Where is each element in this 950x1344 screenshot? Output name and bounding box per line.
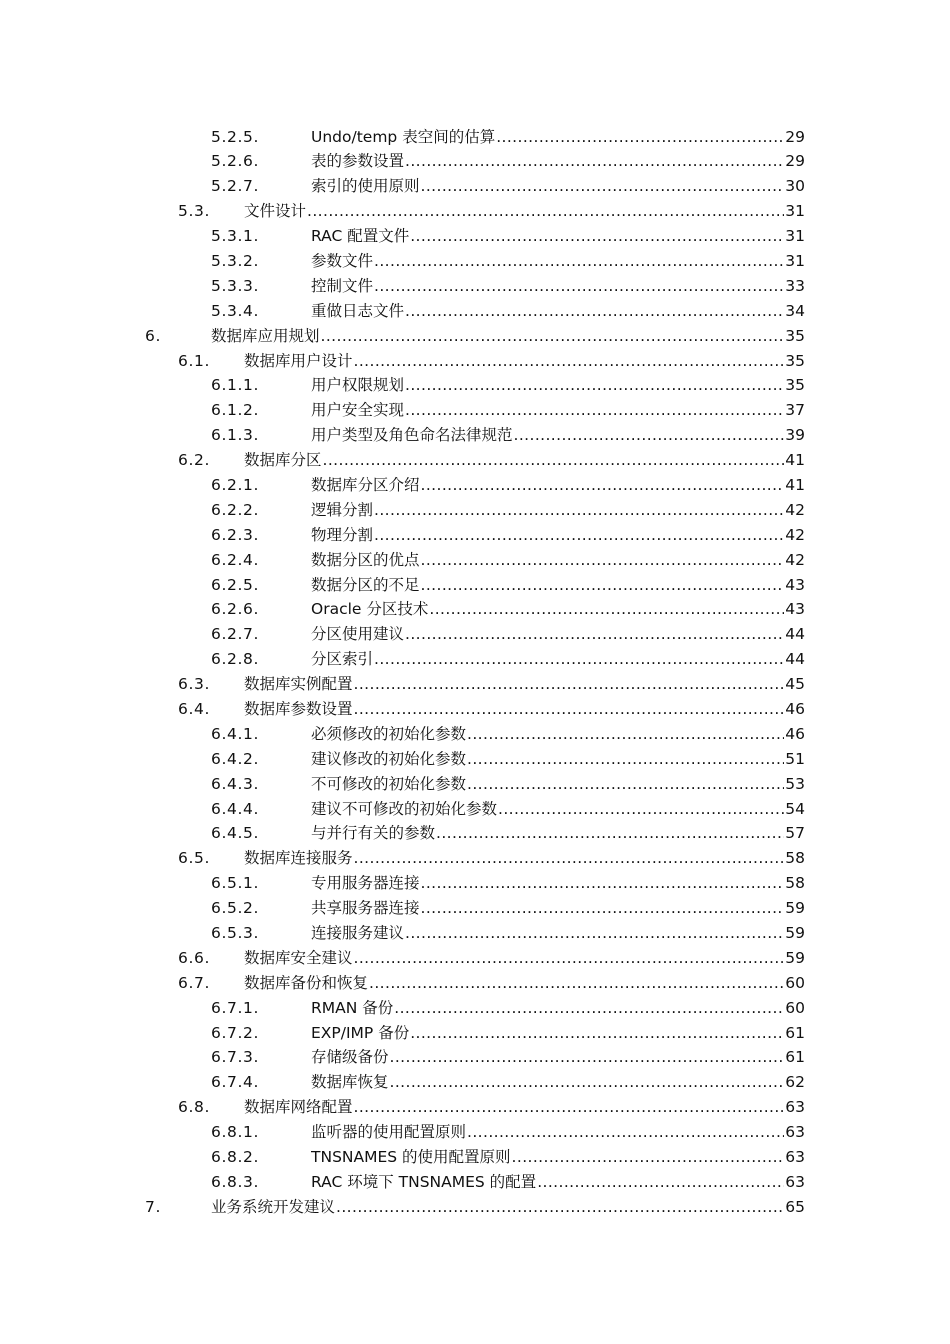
toc-entry-number: 6.4.5. [211,824,259,843]
toc-entry-title-line [311,274,805,299]
toc-entry-number: 5.3. [178,202,210,221]
toc-entry-page-number: 63 [784,1145,805,1170]
toc-dot-leader [496,125,805,150]
toc-dot-leader [307,199,805,224]
toc-dot-leader [354,946,805,971]
toc-entry-page-number: 42 [784,498,805,523]
toc-entry-page-number: 43 [784,573,805,598]
toc-entry[interactable] [0,448,950,473]
toc-entry-title[interactable]: Undo/temp 表空间的估算 [311,125,496,150]
toc-entry-title-line [311,1021,805,1046]
toc-entry-number: 5.3.1. [211,227,259,246]
toc-dot-leader [323,448,805,473]
toc-entry-title[interactable]: 数据库参数设置 [244,697,354,722]
toc-entry-number: 6.4.2. [211,749,259,768]
toc-entry-page-number: 44 [784,622,805,647]
toc-entry-title-line [311,722,805,747]
toc-entry-number: 6.5.1. [211,874,259,893]
toc-entry-page-number: 65 [784,1195,805,1220]
toc-entry-title-line [311,523,805,548]
toc-entry-title-line [311,498,805,523]
toc-entry-number: 6.8.3. [211,1172,259,1191]
toc-entry-page-number: 34 [784,299,805,324]
toc-entry-number: 6.7.3. [211,1048,259,1067]
toc-entry[interactable] [0,772,950,797]
toc-entry-page-number: 62 [784,1070,805,1095]
toc-entry-page-number: 42 [784,548,805,573]
table-of-contents [0,125,950,1220]
toc-entry-number: 6.8.2. [211,1148,259,1167]
toc-entry-page-number: 39 [784,423,805,448]
toc-entry[interactable] [0,423,950,448]
toc-entry-title[interactable]: 索引的使用原则 [311,174,421,199]
toc-entry[interactable] [0,1195,950,1220]
toc-entry[interactable] [0,125,950,150]
toc-entry[interactable] [0,971,950,996]
toc-entry-title[interactable]: 建议不可修改的初始化参数 [311,797,498,822]
toc-entry-title-line [244,672,805,697]
toc-entry[interactable] [0,1170,950,1195]
toc-entry-page-number: 60 [784,996,805,1021]
toc-entry-title-line [211,1195,805,1220]
toc-entry-page-number: 53 [784,772,805,797]
toc-entry-title-line [311,747,805,772]
toc-entry[interactable] [0,597,950,622]
toc-entry-page-number: 37 [784,398,805,423]
toc-entry-number: 5.3.3. [211,276,259,295]
toc-entry-number: 5.2.5. [211,127,259,146]
toc-entry[interactable] [0,498,950,523]
toc-entry-page-number: 45 [784,672,805,697]
toc-entry-page-number: 35 [784,373,805,398]
toc-entry-title[interactable]: 数据分区的不足 [311,573,421,598]
toc-entry-page-number: 58 [784,846,805,871]
toc-entry-title[interactable]: 数据库安全建议 [244,946,354,971]
toc-entry-page-number: 33 [784,274,805,299]
toc-entry[interactable] [0,548,950,573]
toc-entry-title-line [311,622,805,647]
toc-entry-page-number: 29 [784,149,805,174]
toc-entry[interactable] [0,946,950,971]
toc-entry-number: 6.2.8. [211,650,259,669]
toc-entry-page-number: 46 [784,697,805,722]
toc-entry-page-number: 63 [784,1095,805,1120]
toc-entry-title[interactable]: 重做日志文件 [311,299,405,324]
toc-dot-leader [410,224,805,249]
toc-entry-title[interactable]: 数据库分区 [244,448,323,473]
toc-entry-title-line [311,996,805,1021]
toc-dot-leader [537,1170,805,1195]
toc-entry[interactable] [0,821,950,846]
toc-entry[interactable] [0,224,950,249]
toc-entry-title[interactable]: 数据库恢复 [311,1070,390,1095]
toc-dot-leader [436,821,805,846]
toc-entry-title-line [311,224,805,249]
toc-entry-title-line [244,697,805,722]
toc-dot-leader [421,896,805,921]
toc-entry-number: 6.1.2. [211,401,259,420]
toc-dot-leader [467,747,805,772]
toc-entry-title[interactable]: 数据库备份和恢复 [244,971,369,996]
toc-entry[interactable] [0,747,950,772]
toc-entry[interactable] [0,299,950,324]
toc-entry-number: 6.8. [178,1098,210,1117]
toc-entry-number: 6.7.4. [211,1073,259,1092]
toc-entry-number: 6.4.3. [211,774,259,793]
toc-entry-title-line [244,1095,805,1120]
toc-entry-title-line [311,149,805,174]
toc-dot-leader [354,1095,805,1120]
toc-dot-leader [394,996,805,1021]
toc-dot-leader [405,299,805,324]
toc-entry-title-line [311,423,805,448]
toc-dot-leader [374,274,805,299]
toc-dot-leader [410,1021,805,1046]
toc-dot-leader [512,1145,805,1170]
toc-entry-page-number: 35 [784,349,805,374]
toc-entry-number: 5.3.4. [211,301,259,320]
toc-entry-title-line [311,1145,805,1170]
toc-entry[interactable] [0,797,950,822]
toc-entry-title[interactable]: 数据库网络配置 [244,1095,354,1120]
toc-entry-number: 6.1.3. [211,426,259,445]
toc-entry-title-line [311,299,805,324]
toc-entry-number: 6.7.1. [211,998,259,1017]
toc-entry-title-line [311,647,805,672]
toc-entry-title[interactable]: 业务系统开发建议 [211,1195,336,1220]
toc-entry[interactable] [0,349,950,374]
toc-dot-leader [421,548,805,573]
toc-dot-leader [369,971,805,996]
toc-entry-number: 6.5.2. [211,899,259,918]
toc-dot-leader [374,647,805,672]
toc-entry[interactable] [0,199,950,224]
toc-dot-leader [390,1070,805,1095]
toc-entry-page-number: 60 [784,971,805,996]
toc-entry[interactable] [0,1021,950,1046]
toc-entry-title[interactable]: 控制文件 [311,274,374,299]
toc-entry-number: 6.8.1. [211,1123,259,1142]
toc-entry-title-line [311,125,805,150]
toc-entry[interactable] [0,697,950,722]
toc-entry-number: 6.4.4. [211,799,259,818]
toc-entry[interactable] [0,722,950,747]
toc-entry-page-number: 35 [784,324,805,349]
toc-entry-title-line [244,199,805,224]
toc-dot-leader [405,921,805,946]
toc-entry-title[interactable]: 连接服务建议 [311,921,405,946]
toc-entry-title-line [311,473,805,498]
toc-entry-title-line [244,349,805,374]
toc-entry-page-number: 31 [784,224,805,249]
toc-dot-leader [374,249,805,274]
toc-entry-title-line [311,548,805,573]
toc-dot-leader [390,1045,805,1070]
toc-entry-number: 7. [145,1197,161,1216]
toc-entry[interactable] [0,846,950,871]
toc-entry-number: 6.2. [178,451,210,470]
toc-entry[interactable] [0,324,950,349]
toc-entry-title-line [311,1070,805,1095]
toc-entry-title[interactable]: 共享服务器连接 [311,896,421,921]
toc-entry-number: 6.7. [178,973,210,992]
toc-entry-title[interactable]: 数据库实例配置 [244,672,354,697]
toc-entry-page-number: 41 [784,473,805,498]
toc-entry-page-number: 46 [784,722,805,747]
toc-entry-title-line [311,772,805,797]
toc-entry-number: 6.4.1. [211,724,259,743]
toc-entry[interactable] [0,647,950,672]
toc-entry-title[interactable]: RMAN 备份 [311,996,394,1021]
toc-entry[interactable] [0,149,950,174]
toc-dot-leader [374,498,805,523]
toc-entry-title[interactable]: 逻辑分割 [311,498,374,523]
toc-entry-number: 6.2.5. [211,575,259,594]
toc-dot-leader [498,797,805,822]
toc-dot-leader [354,672,805,697]
toc-entry-title-line [311,1045,805,1070]
toc-entry[interactable] [0,1045,950,1070]
toc-entry-page-number: 57 [784,821,805,846]
toc-dot-leader [467,772,805,797]
toc-entry-page-number: 54 [784,797,805,822]
toc-entry-title[interactable]: 数据库连接服务 [244,846,354,871]
toc-entry-title[interactable]: 数据库应用规划 [211,324,321,349]
toc-entry-page-number: 31 [784,199,805,224]
toc-entry-title[interactable]: 数据分区的优点 [311,548,421,573]
toc-entry-number: 6.2.2. [211,500,259,519]
toc-entry-number: 6.6. [178,948,210,967]
toc-entry-number: 5.2.6. [211,152,259,171]
toc-entry-title[interactable]: 用户安全实现 [311,398,405,423]
toc-entry[interactable] [0,249,950,274]
toc-entry-title-line [311,921,805,946]
toc-entry-page-number: 42 [784,523,805,548]
toc-entry-title-line [311,797,805,822]
toc-entry[interactable] [0,996,950,1021]
toc-entry-title[interactable]: 分区使用建议 [311,622,405,647]
toc-entry-page-number: 61 [784,1021,805,1046]
toc-dot-leader [405,622,805,647]
toc-entry[interactable] [0,473,950,498]
toc-entry-title[interactable]: 专用服务器连接 [311,871,421,896]
toc-entry-page-number: 31 [784,249,805,274]
toc-entry-title-line [311,871,805,896]
toc-entry-title[interactable]: TNSNAMES 的使用配置原则 [311,1145,512,1170]
toc-dot-leader [405,373,805,398]
toc-dot-leader [514,423,805,448]
toc-entry-title[interactable]: 用户类型及角色命名法律规范 [311,423,514,448]
toc-entry[interactable] [0,1120,950,1145]
toc-entry-number: 6.7.2. [211,1023,259,1042]
toc-dot-leader [421,871,805,896]
toc-entry-number: 6.1.1. [211,376,259,395]
toc-entry[interactable] [0,921,950,946]
toc-entry-number: 6.2.3. [211,525,259,544]
toc-entry-number: 5.3.2. [211,251,259,270]
toc-entry-title-line [311,1170,805,1195]
toc-entry-page-number: 30 [784,174,805,199]
toc-dot-leader [421,573,805,598]
toc-entry[interactable] [0,622,950,647]
toc-entry[interactable] [0,1095,950,1120]
toc-entry-title[interactable]: 数据库用户设计 [244,349,354,374]
toc-entry-title-line [311,174,805,199]
toc-entry-title[interactable]: 监听器的使用配置原则 [311,1120,467,1145]
toc-dot-leader [421,174,805,199]
toc-entry-number: 6.1. [178,351,210,370]
toc-dot-leader [467,722,805,747]
toc-entry[interactable] [0,174,950,199]
toc-entry[interactable] [0,573,950,598]
toc-dot-leader [354,697,805,722]
toc-entry-title-line [211,324,805,349]
toc-entry-title-line [244,971,805,996]
toc-entry-number: 6. [145,326,161,345]
toc-entry-title-line [311,896,805,921]
toc-entry-title-line [311,1120,805,1145]
toc-dot-leader [336,1195,805,1220]
toc-entry-title-line [244,946,805,971]
toc-entry-title[interactable]: EXP/IMP 备份 [311,1021,410,1046]
toc-entry[interactable] [0,523,950,548]
toc-entry-title[interactable]: 必须修改的初始化参数 [311,722,467,747]
toc-dot-leader [321,324,805,349]
toc-entry-number: 6.3. [178,675,210,694]
toc-entry[interactable] [0,672,950,697]
toc-entry[interactable] [0,1145,950,1170]
toc-dot-leader [421,473,805,498]
toc-entry-page-number: 59 [784,921,805,946]
toc-entry-title-line [311,821,805,846]
toc-entry-page-number: 63 [784,1170,805,1195]
toc-entry-number: 6.2.4. [211,550,259,569]
toc-entry-number: 5.2.7. [211,177,259,196]
toc-entry[interactable] [0,871,950,896]
toc-entry-title[interactable]: 物理分割 [311,523,374,548]
toc-entry-page-number: 58 [784,871,805,896]
toc-entry-number: 6.5.3. [211,924,259,942]
toc-entry-page-number: 41 [784,448,805,473]
toc-entry-number: 6.5. [178,849,210,868]
toc-entry-page-number: 44 [784,647,805,672]
toc-dot-leader [429,597,805,622]
toc-entry-title[interactable]: Oracle 分区技术 [311,597,429,622]
toc-entry-number: 6.2.7. [211,625,259,644]
toc-entry-title[interactable]: 分区索引 [311,647,374,672]
toc-entry-page-number: 59 [784,946,805,971]
toc-entry-title-line [311,398,805,423]
toc-entry-page-number: 63 [784,1120,805,1145]
toc-dot-leader [405,398,805,423]
toc-dot-leader [374,523,805,548]
toc-entry[interactable] [0,373,950,398]
toc-entry-title-line [244,448,805,473]
toc-entry-title[interactable]: 文件设计 [244,199,307,224]
toc-dot-leader [405,149,805,174]
toc-entry[interactable] [0,398,950,423]
toc-entry-title[interactable]: 参数文件 [311,249,374,274]
toc-dot-leader [354,846,805,871]
toc-entry-title[interactable]: 不可修改的初始化参数 [311,772,467,797]
toc-entry-title[interactable]: 存储级备份 [311,1045,390,1070]
toc-entry-title[interactable]: 与并行有关的参数 [311,821,436,846]
toc-entry-page-number: 43 [784,597,805,622]
toc-entry-title-line [311,597,805,622]
toc-entry-title[interactable]: RAC 配置文件 [311,224,410,249]
toc-entry[interactable] [0,896,950,921]
toc-entry[interactable] [0,1070,950,1095]
toc-entry-number: 6.2.1. [211,475,259,494]
toc-entry-title[interactable]: 表的参数设置 [311,149,405,174]
toc-entry-page-number: 59 [784,896,805,921]
toc-entry-number: 6.4. [178,699,210,718]
toc-entry-page-number: 51 [784,747,805,772]
toc-entry[interactable] [0,274,950,299]
toc-entry-title[interactable]: 用户权限规划 [311,373,405,398]
toc-entry-title-line [311,573,805,598]
toc-entry-title-line [244,846,805,871]
toc-entry-title[interactable]: 数据库分区介绍 [311,473,421,498]
toc-entry-page-number: 61 [784,1045,805,1070]
toc-entry-page-number: 29 [784,125,805,150]
toc-entry-title-line [311,249,805,274]
toc-entry-title[interactable]: 建议修改的初始化参数 [311,747,467,772]
toc-dot-leader [467,1120,805,1145]
toc-entry-title[interactable]: RAC 环境下 TNSNAMES 的配置 [311,1170,537,1195]
toc-entry-title-line [311,373,805,398]
toc-dot-leader [354,349,805,374]
toc-entry-number: 6.2.6. [211,600,259,619]
